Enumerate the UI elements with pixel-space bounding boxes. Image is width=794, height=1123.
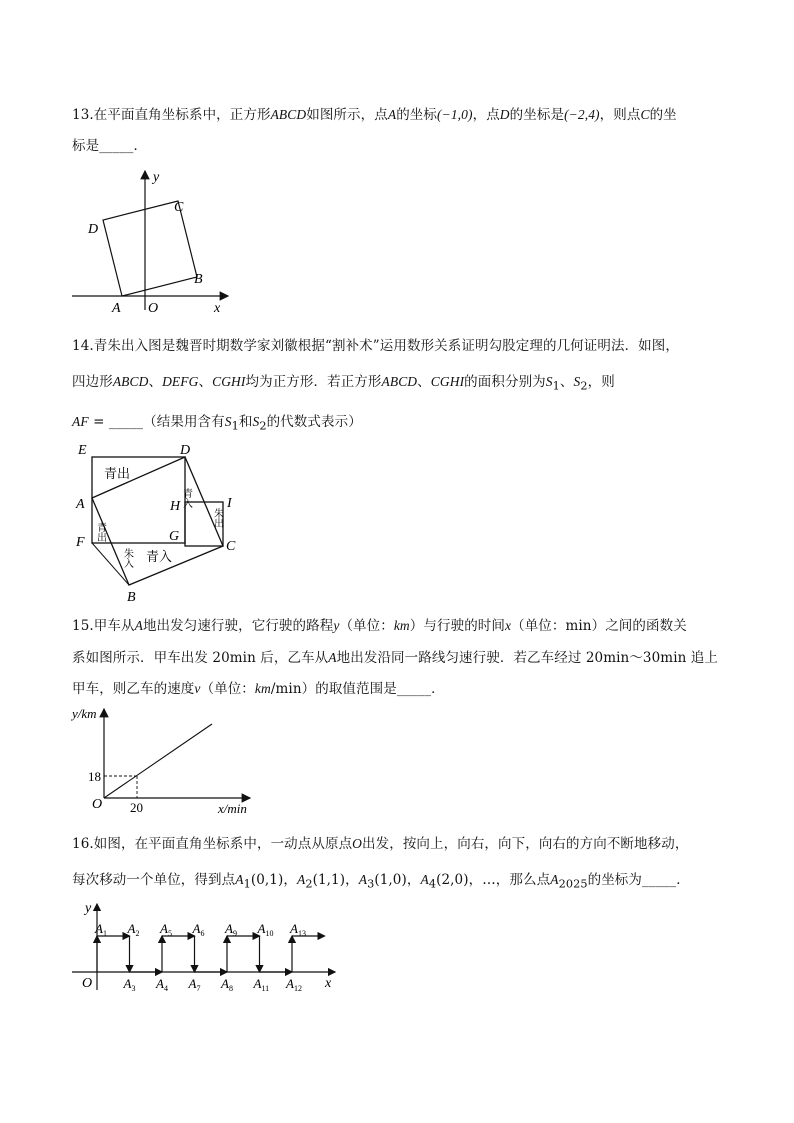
q14-label-B: B [127, 590, 136, 605]
q14-label-F: F [76, 535, 85, 550]
q13-label-B: B [194, 272, 203, 287]
q15-line3: 甲车，则乙车的速度v（单位：km/min）的取值范围是_____． [72, 681, 445, 697]
q16-point-labels [94, 921, 306, 993]
q15-line2: 系如图所示．甲车出发 20min 后，乙车从A地出发沿同一路线匀速行驶．若乙车经过 20min～30min 追上 [72, 650, 719, 666]
q14-line1: 14.青朱出入图是魏晋时期数学家刘徽根据“割补术”运用数形关系证明勾股定理的几何证明法．如图， [72, 338, 679, 354]
q14-label-A: A [76, 497, 85, 512]
q16-label-y: y [85, 901, 92, 916]
q15-graph-line [104, 724, 212, 798]
q14-label-I: I [227, 496, 232, 511]
q15-y18: 18 [88, 769, 101, 784]
q16-path [97, 936, 325, 972]
q13-label-O: O [148, 301, 159, 315]
q14-label-G: G [169, 529, 180, 544]
q14-line2: 四边形ABCD、DEFG、CGHI均为正方形．若正方形ABCD、CGHI的面积分别为$S_1$、$S_2$，则 [72, 374, 615, 393]
q16-label-A3: $A_3$ [123, 976, 136, 993]
q14-region-zhuru: 朱入 [121, 548, 133, 568]
q16-label-A4: $A_4$ [156, 976, 168, 993]
q16-label-A1: $A_1$ [95, 921, 107, 938]
q13-label-x: x [214, 301, 221, 315]
q14-region-zhuchu: 朱出 [211, 508, 223, 528]
q14-label-C: C [226, 539, 236, 554]
q16-label-x: x [325, 976, 332, 991]
q16-label-A9: $A_9$ [225, 921, 237, 938]
q16-figure [70, 898, 350, 998]
q13-label-D: D [88, 222, 99, 237]
q14-region-qingchu-left: 青出 [94, 522, 106, 542]
q14-label-E: E [78, 443, 87, 458]
q16-label-A6: $A_6$ [192, 921, 205, 938]
q16-line2: 每次移动一个单位，得到点$A_1(0,1)$，$A_2(1,1)$，$A_3(1,0)$，$A_4(2,0)$，…，那么点$A_{2025}$的坐标为_____． [72, 872, 690, 891]
q15-origin: O [92, 797, 103, 812]
q14-region-qingchu-top: 青出 [104, 467, 131, 482]
q13-figure [68, 165, 238, 315]
q14-label-H: H [170, 499, 181, 514]
q15-figure [70, 703, 270, 818]
q13-line1: 13.在平面直角坐标系中，正方形ABCD如图所示，点A的坐标(−1,0)，点D的坐标是(−2,4)，则点C的坐 [72, 107, 677, 123]
q14-line3: AF = _____（结果用含有$S_1$和$S_2$的代数式表示） [72, 414, 362, 433]
q16-label-A5: $A_5$ [160, 921, 172, 938]
q14-region-qingru-bottom: 青入 [146, 550, 173, 565]
q16-label-O: O [82, 976, 93, 991]
q15-x20: 20 [130, 800, 143, 815]
q16-line1: 16.如图，在平面直角坐标系中，一动点从原点O出发，按向上，向右，向下，向右的方向不断地移动， [72, 836, 689, 852]
q13-line2: 标是_____． [72, 138, 148, 154]
q13-square [103, 201, 197, 296]
q16-label-A11: $A_{11}$ [253, 976, 270, 993]
q13-label-C: C [174, 200, 184, 215]
q13-label-y: y [153, 170, 160, 185]
q16-label-A7: $A_7$ [188, 976, 201, 993]
q16-label-A12: $A_{12}$ [286, 976, 302, 993]
q14-label-D: D [180, 443, 191, 458]
q16-label-A8: $A_8$ [221, 976, 233, 993]
q14-figure [72, 440, 247, 605]
q15-line1: 15.甲车从A地出发匀速行驶，它行驶的路程y（单位：km）与行驶的时间x（单位：min）之间的函数关 [72, 618, 687, 634]
q16-label-A2: $A_2$ [127, 921, 140, 938]
q13-label-A: A [112, 301, 121, 315]
q16-label-A13: $A_{13}$ [290, 921, 306, 938]
q14-region-qingru-right: 青入 [180, 488, 192, 508]
q16-label-A10: $A_{10}$ [257, 921, 274, 938]
q15-xlabel: x/min [218, 801, 247, 816]
q15-ylabel: y/km [72, 706, 97, 721]
